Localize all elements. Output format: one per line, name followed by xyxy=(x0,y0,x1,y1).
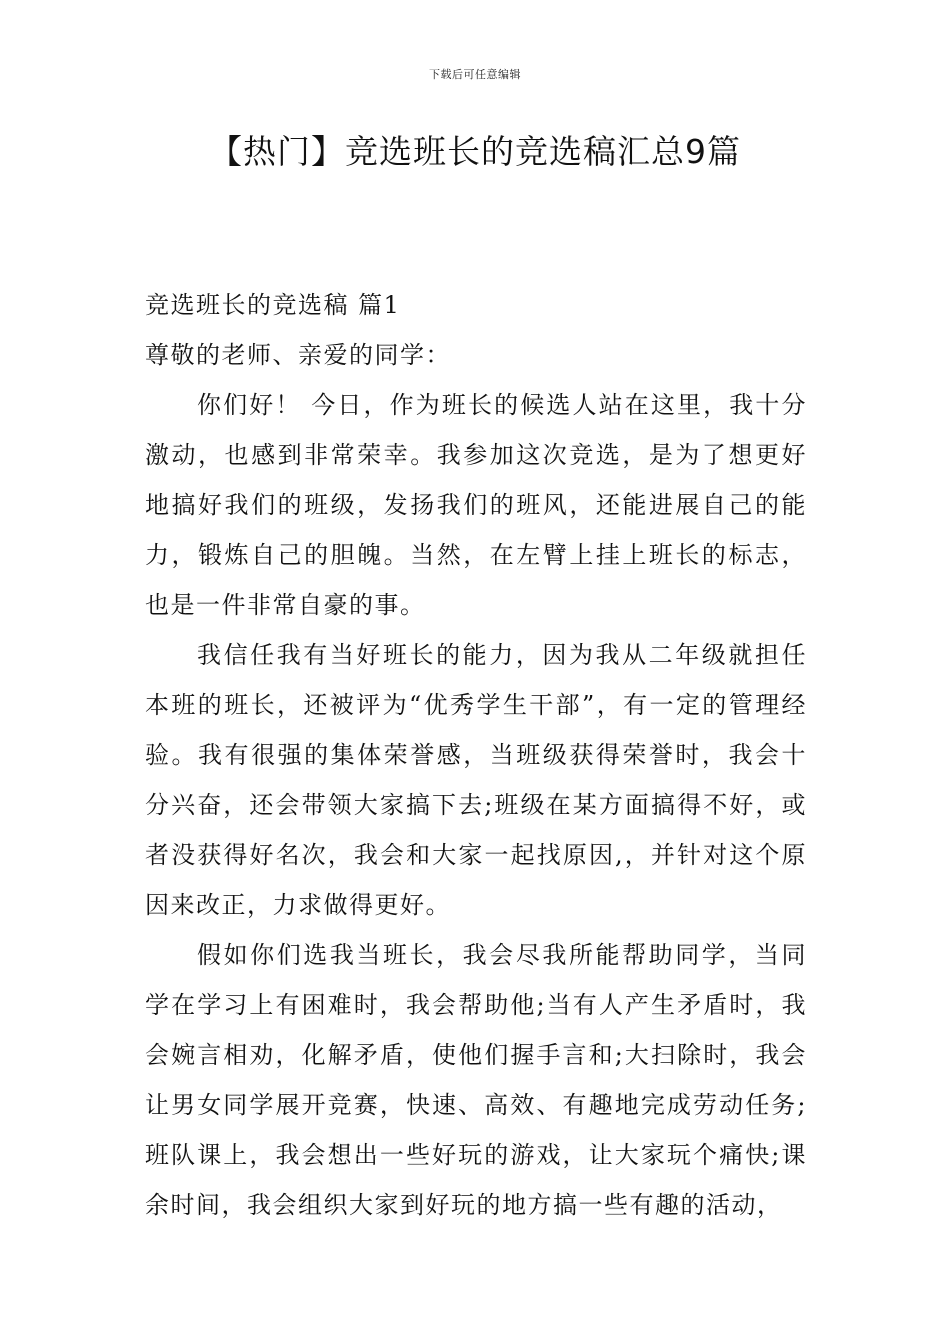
paragraph-1: 你们好！ 今日，作为班长的候选人站在这里，我十分激动，也感到非常荣幸。我参加这次竞选，是为了想更好地搞好我们的班级，发扬我们的班风，还能进展自己的能力，锻炼自己的胆魄。当然，在左臂上挂上班长的标志，也是一件非常自豪的事。 xyxy=(145,391,807,619)
document-title: 【热门】竞选班长的竞选稿汇总9篇 xyxy=(209,132,741,171)
header-note: 下载后可任意编辑 xyxy=(429,68,521,81)
paragraph-3: 假如你们选我当班长，我会尽我所能帮助同学，当同学在学习上有困难时，我会帮助他;当有人产生矛盾时，我会婉言相劝，化解矛盾，使他们握手言和;大扫除时，我会让男女同学展开竞赛，快速、高效、有趣地完成劳动任务;班队课上，我会想出一些好玩的游戏，让大家玩个痛快;课余时间，我会组织大家到好玩的地方搞一些有趣的活动， xyxy=(145,941,807,1219)
document-body xyxy=(145,280,807,1230)
paragraph-2: 我信任我有当好班长的能力，因为我从二年级就担任本班的班长，还被评为“优秀学生干部”，有一定的管理经验。我有很强的集体荣誉感，当班级获得荣誉时，我会十分兴奋，还会带领大家搞下去;班级在某方面搞得不好，或者没获得好名次，我会和大家一起找原因,，并针对这个原因来改正，力求做得更好。 xyxy=(145,641,807,919)
section-heading: 竞选班长的竞选稿 篇1 xyxy=(145,291,401,319)
salutation: 尊敬的老师、亲爱的同学： xyxy=(145,341,451,369)
